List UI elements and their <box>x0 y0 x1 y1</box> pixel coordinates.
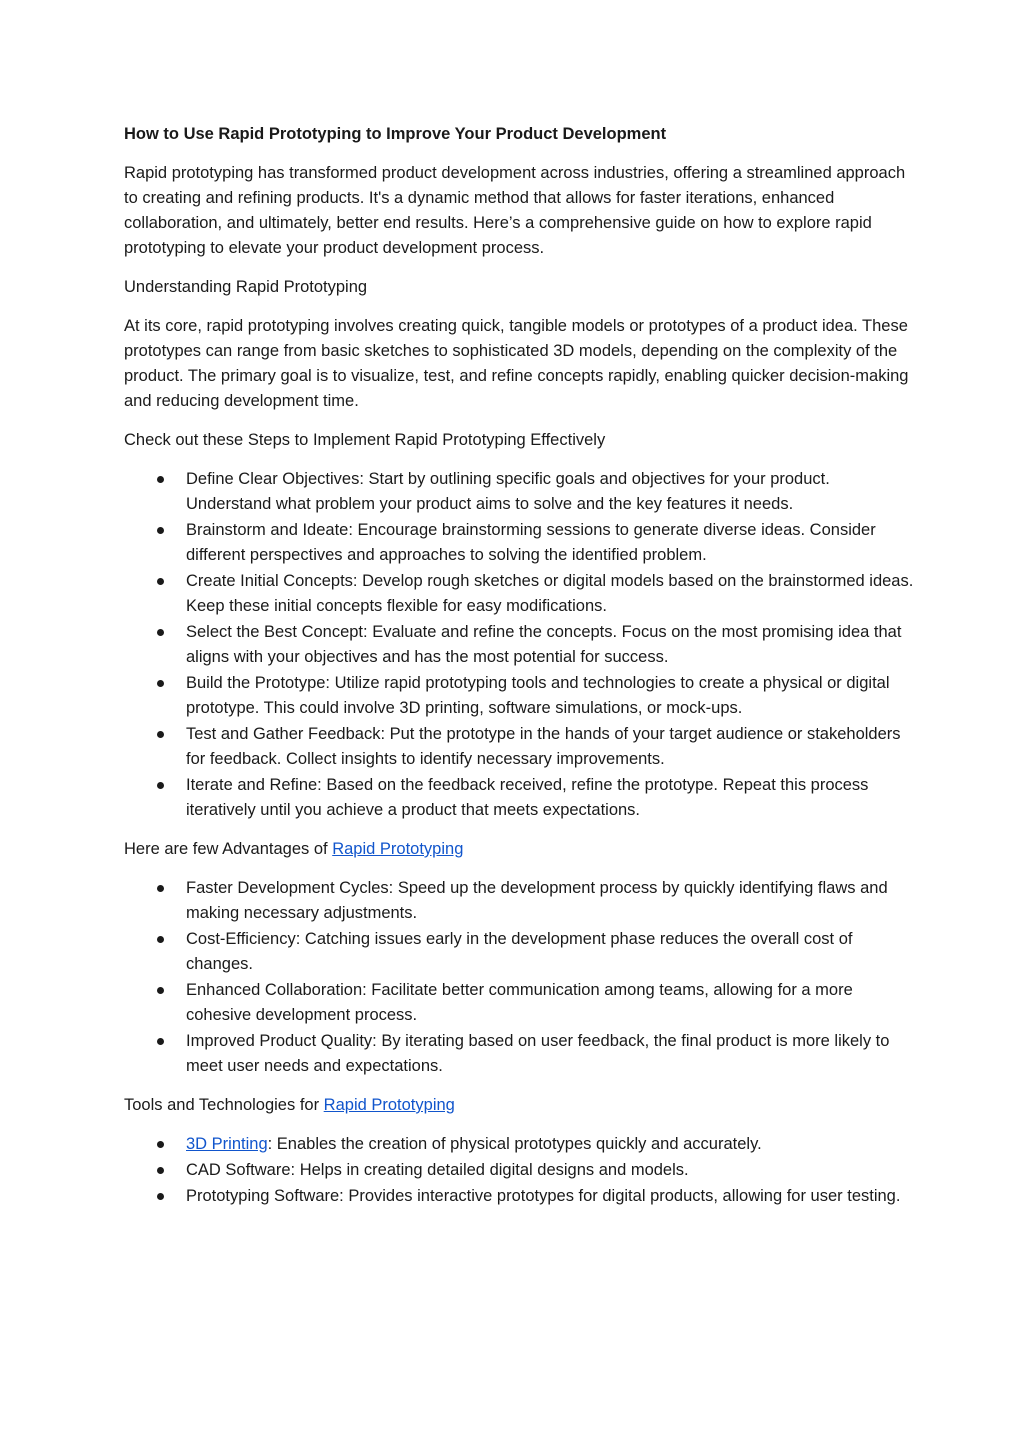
list-item <box>186 671 914 721</box>
rapid-prototyping-link-2[interactable]: Rapid Prototyping <box>323 1096 455 1114</box>
step-text: Create Initial Concepts: Develop rough sketches or digital models based on the brainstormed ideas. Keep these initial concepts flexible for easy modifications. <box>186 572 914 615</box>
bullet-icon <box>157 1167 164 1174</box>
document-page <box>124 122 914 1223</box>
tool-text: : Enables the creation of physical prototypes quickly and accurately. <box>267 1135 762 1153</box>
rapid-prototyping-link[interactable]: Rapid Prototyping <box>332 840 464 858</box>
bullet-icon <box>157 782 164 789</box>
bullet-icon <box>157 680 164 687</box>
step-text: Select the Best Concept: Evaluate and refine the concepts. Focus on the most promising idea that aligns with your objectives and has the most potential for success. <box>186 623 902 666</box>
steps-list <box>124 467 914 823</box>
step-text: Build the Prototype: Utilize rapid prototyping tools and technologies to create a physical or digital prototype. This could involve 3D printing, software simulations, or mock-ups. <box>186 674 890 717</box>
understanding-paragraph: At its core, rapid prototyping involves creating quick, tangible models or prototypes of a product idea. These prototypes can range from basic sketches to sophisticated 3D models, depending on the complexity of the product. The primary goal is to visualize, test, and refine concepts rapidly, enabling quicker decision-making and reducing development time. <box>124 317 909 410</box>
bullet-icon <box>157 885 164 892</box>
bullet-icon <box>157 1193 164 1200</box>
advantage-text: Cost-Efficiency: Catching issues early in the development phase reduces the overall cost of changes. <box>186 930 853 973</box>
list-item <box>186 978 914 1028</box>
intro-paragraph: Rapid prototyping has transformed product development across industries, offering a streamlined approach to creating and refining products. It's a dynamic method that allows for faster iterations, enhanced collaboration, and ultimately, better end results. Here’s a comprehensive guide on how to explore rapid prototyping to elevate your product development process. <box>124 164 906 257</box>
list-item <box>186 1132 914 1157</box>
list-item <box>186 927 914 977</box>
tools-list <box>124 1132 914 1209</box>
steps-heading: Check out these Steps to Implement Rapid Prototyping Effectively <box>124 431 606 449</box>
list-item <box>186 518 914 568</box>
document-title: How to Use Rapid Prototyping to Improve Your Product Development <box>124 125 667 143</box>
advantages-heading <box>124 837 914 862</box>
3d-printing-link[interactable]: 3D Printing <box>186 1135 268 1153</box>
advantages-list <box>124 876 914 1079</box>
list-item <box>186 722 914 772</box>
list-item <box>186 467 914 517</box>
bullet-icon <box>157 476 164 483</box>
tools-heading <box>124 1093 914 1118</box>
advantages-heading-text: Here are few Advantages of <box>124 840 333 858</box>
bullet-icon <box>157 1141 164 1148</box>
list-item <box>186 1029 914 1079</box>
list-item <box>186 876 914 926</box>
list-item <box>186 1158 914 1183</box>
step-text: Iterate and Refine: Based on the feedback received, refine the prototype. Repeat this process iteratively until you achieve a product that meets expectations. <box>186 776 869 819</box>
bullet-icon <box>157 936 164 943</box>
list-item <box>186 1184 914 1209</box>
bullet-icon <box>157 731 164 738</box>
tool-text: CAD Software: Helps in creating detailed digital designs and models. <box>186 1161 689 1179</box>
tool-text: Prototyping Software: Provides interactive prototypes for digital products, allowing for user testing. <box>186 1187 901 1205</box>
bullet-icon <box>157 1038 164 1045</box>
list-item <box>186 569 914 619</box>
bullet-icon <box>157 987 164 994</box>
step-text: Define Clear Objectives: Start by outlining specific goals and objectives for your product. Understand what problem your product aims to solve and the key features it needs. <box>186 470 830 513</box>
bullet-icon <box>157 629 164 636</box>
bullet-icon <box>157 527 164 534</box>
step-text: Brainstorm and Ideate: Encourage brainstorming sessions to generate diverse ideas. Consider different perspectives and approaches to solving the identified problem. <box>186 521 876 564</box>
list-item <box>186 620 914 670</box>
bullet-icon <box>157 578 164 585</box>
list-item <box>186 773 914 823</box>
tools-heading-text: Tools and Technologies for <box>124 1096 324 1114</box>
advantage-text: Enhanced Collaboration: Facilitate better communication among teams, allowing for a more cohesive development process. <box>186 981 853 1024</box>
understanding-heading: Understanding Rapid Prototyping <box>124 278 368 296</box>
advantage-text: Faster Development Cycles: Speed up the development process by quickly identifying flaws and making necessary adjustments. <box>186 879 888 922</box>
step-text: Test and Gather Feedback: Put the prototype in the hands of your target audience or stakeholders for feedback. Collect insights to identify necessary improvements. <box>186 725 901 768</box>
advantage-text: Improved Product Quality: By iterating based on user feedback, the final product is more likely to meet user needs and expectations. <box>186 1032 890 1075</box>
